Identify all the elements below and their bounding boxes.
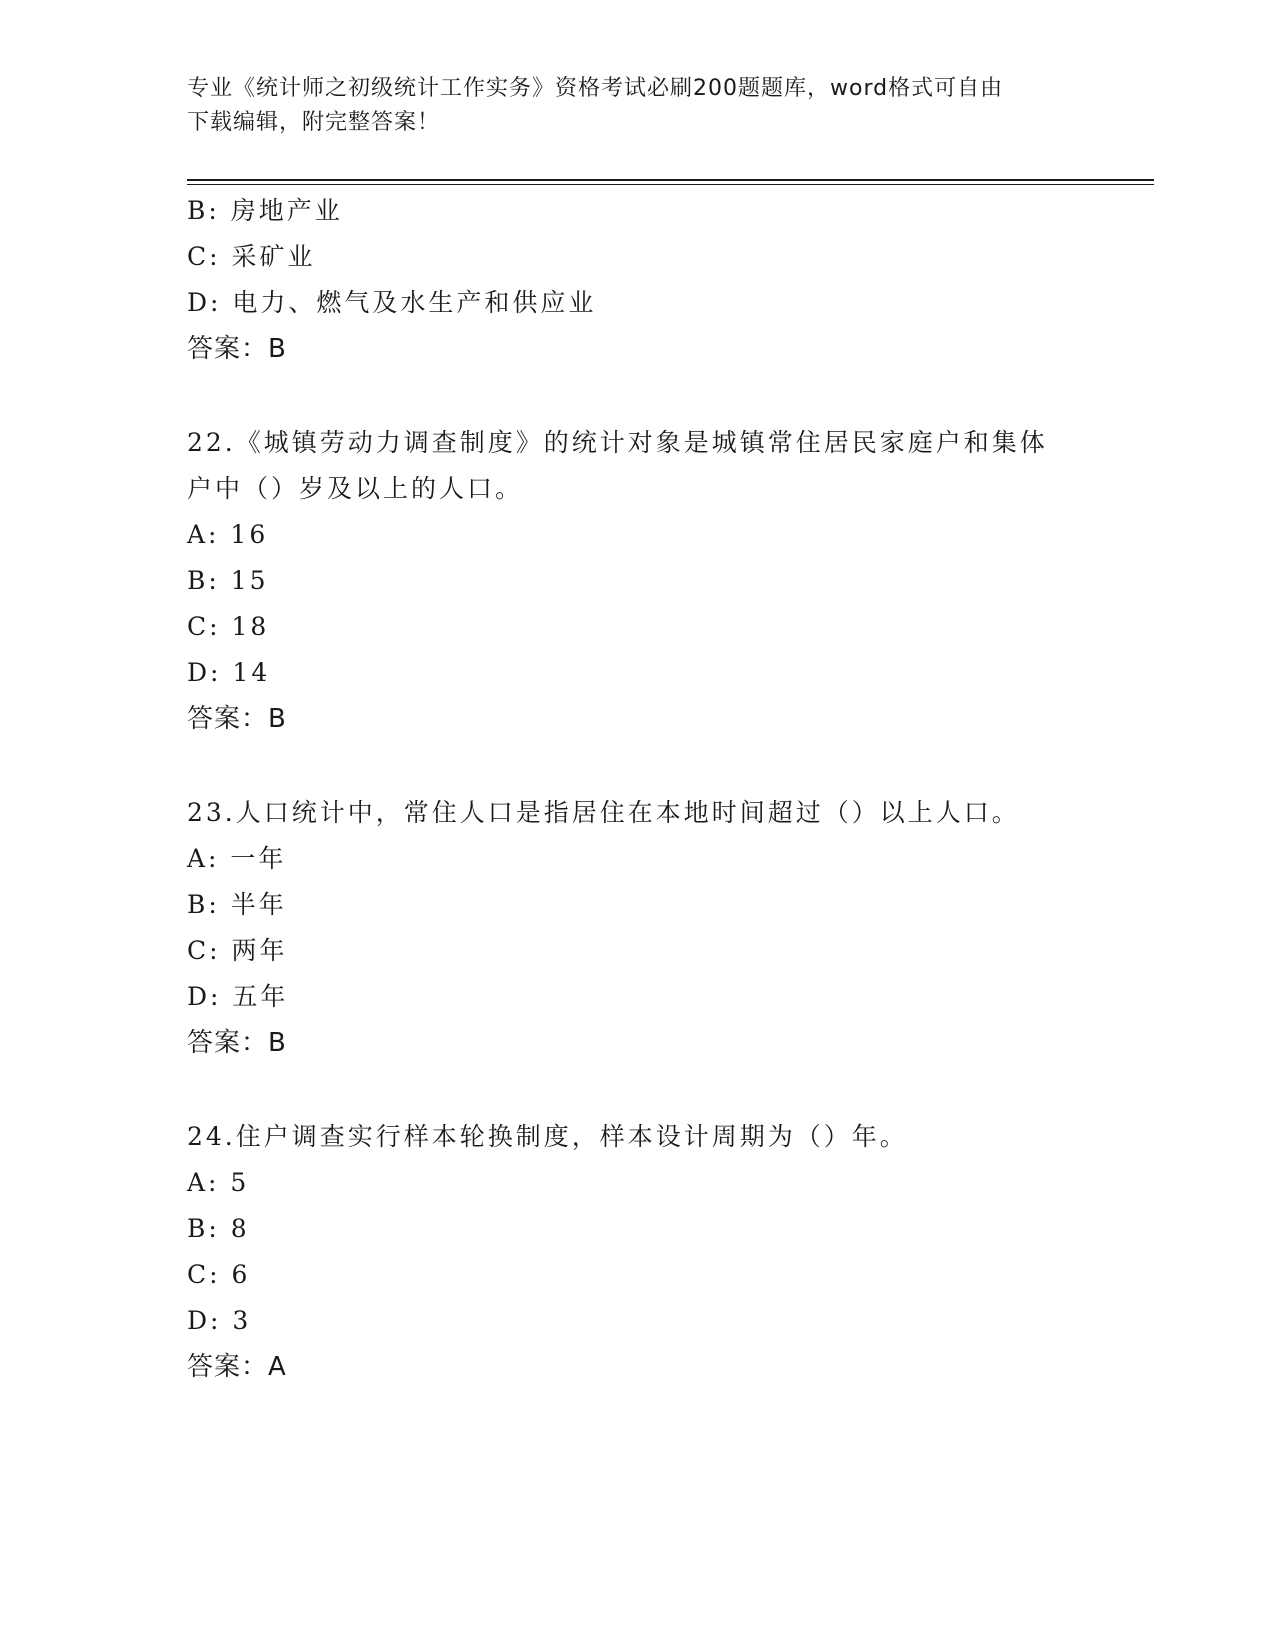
question-text-line-1: 24.住户调查实行样本轮换制度，样本设计周期为（）年。: [187, 1122, 908, 1151]
spacer: [187, 742, 1087, 790]
option-d: D: 14: [187, 658, 271, 687]
spacer: [187, 1066, 1087, 1114]
header-divider-thin: [187, 184, 1154, 185]
document-body: [187, 188, 1087, 1390]
option-c: C: 采矿业: [187, 242, 316, 271]
question-text-line-2: 户中（）岁及以上的人口。: [187, 474, 524, 503]
option-a: A: 16: [187, 520, 269, 549]
option-d: D: 五年: [187, 982, 289, 1011]
option-b: B: 房地产业: [187, 196, 343, 225]
option-c: C: 18: [187, 612, 270, 641]
option-b: B: 半年: [187, 890, 287, 919]
spacer: [187, 372, 1087, 420]
question-block-24: [187, 1114, 1087, 1390]
question-text-line-1: 22.《城镇劳动力调查制度》的统计对象是城镇常住居民家庭户和集体: [187, 428, 1048, 457]
header-line-1: 专业《统计师之初级统计工作实务》资格考试必刷200题题库，word格式可自由: [187, 76, 1004, 101]
option-c: C: 两年: [187, 936, 288, 965]
option-b: B: 8: [187, 1214, 250, 1243]
answer-line: 答案：B: [187, 704, 287, 734]
option-c: C: 6: [187, 1260, 251, 1289]
option-d: D: 电力、燃气及水生产和供应业: [187, 288, 597, 317]
document-header: [187, 72, 1087, 140]
header-divider-thick: [187, 179, 1154, 181]
question-text-line-1: 23.人口统计中，常住人口是指居住在本地时间超过（）以上人口。: [187, 798, 1020, 827]
option-d: D: 3: [187, 1306, 252, 1335]
question-block-22: [187, 420, 1087, 742]
header-line-2: 下载编辑，附完整答案！: [187, 110, 441, 135]
answer-line: 答案：A: [187, 1352, 287, 1382]
question-block-23: [187, 790, 1087, 1066]
question-block-21: [187, 188, 1087, 372]
option-a: A: 5: [187, 1168, 250, 1197]
option-a: A: 一年: [187, 844, 287, 873]
answer-line: 答案：B: [187, 1028, 287, 1058]
answer-line: 答案：B: [187, 334, 287, 364]
option-b: B: 15: [187, 566, 269, 595]
